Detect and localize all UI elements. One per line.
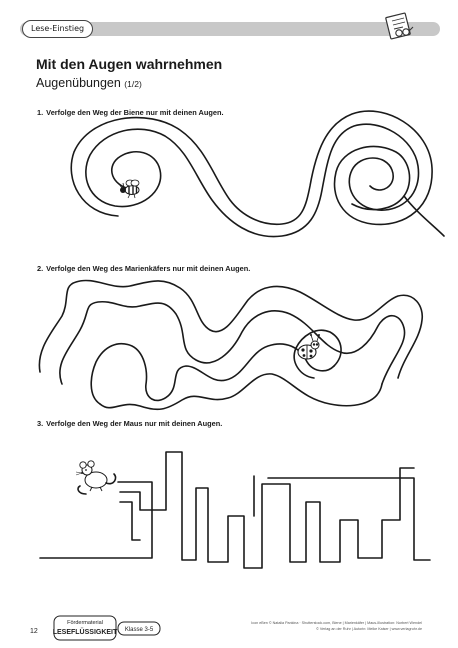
series-logo — [48, 614, 166, 642]
credits-line-1: Icon eBen © Natalia Pankina · Shutterstock.com, Biene | Marienkäfer | Maus-Illustration: Norbert Wendel — [251, 621, 422, 625]
subtitle-text: Augenübungen — [36, 76, 121, 90]
mouse-icon — [76, 461, 116, 494]
bee-icon — [119, 180, 139, 198]
task-text: Verfolge den Weg der Biene nur mit deinen Augen. — [46, 108, 224, 117]
page-number: 12 — [30, 628, 38, 635]
ladybug-maze-path — [39, 280, 422, 409]
logo-line1: Fördermaterial — [67, 620, 103, 626]
mouse-maze-path — [40, 452, 430, 568]
category-tab: Lese-Einstieg — [22, 20, 93, 38]
logo-line2: LESEFLÜSSIGKEIT — [52, 629, 118, 636]
footer-credits — [192, 621, 422, 632]
logo-badge: Klasse 3-5 — [124, 627, 154, 633]
ladybug-icon — [298, 334, 320, 359]
page-title: Mit den Augen wahrnehmen — [36, 56, 223, 72]
task-number: 2. — [37, 264, 44, 273]
credits-line-2: © Verlag an der Ruhr | Autorin: Meike Kaiser | www.verlagruhr.de — [316, 626, 422, 631]
page-footer — [0, 608, 458, 648]
bee-maze-path — [71, 111, 444, 237]
task-number: 1. — [37, 108, 44, 117]
task-number: 3. — [37, 419, 44, 428]
task-text: Verfolge den Weg des Marienkäfers nur mit deinen Augen. — [46, 264, 251, 273]
subtitle-part: (1/2) — [124, 79, 142, 89]
task-text: Verfolge den Weg der Maus nur mit deinen Augen. — [46, 419, 223, 428]
